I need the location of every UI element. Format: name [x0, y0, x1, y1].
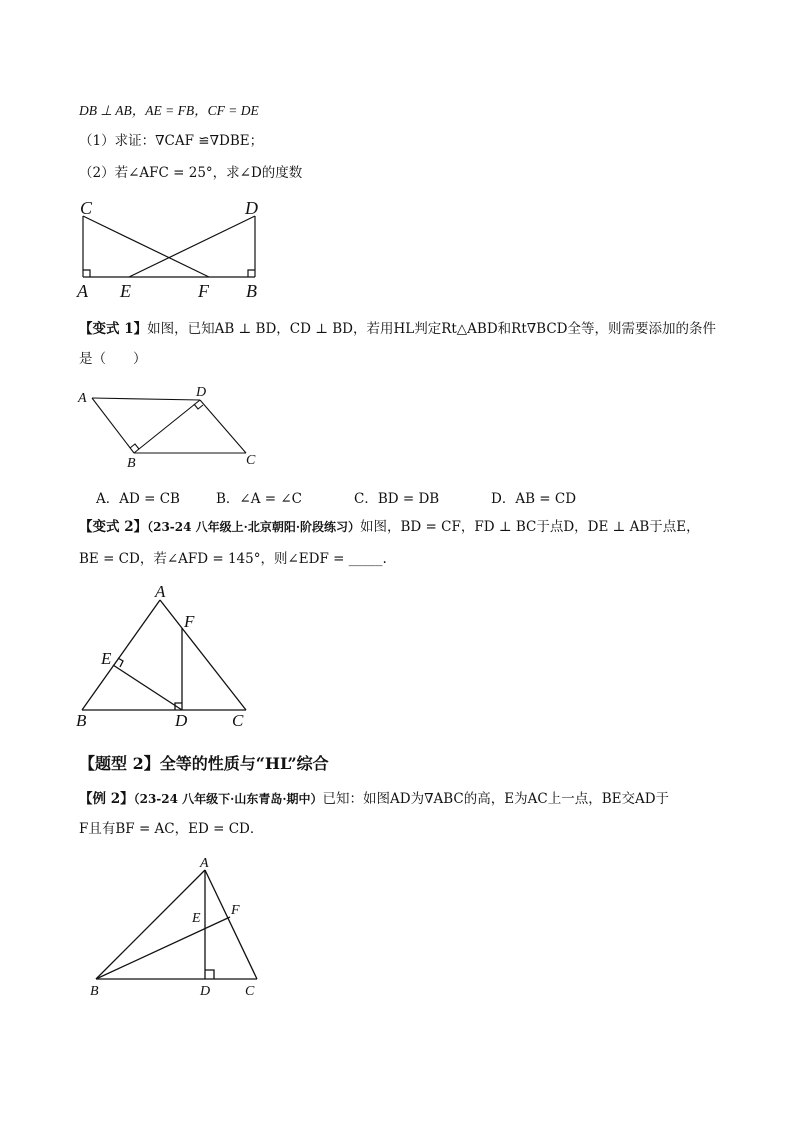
fig4-label-F: F	[231, 903, 240, 918]
fig2-label-B: B	[127, 456, 136, 471]
section-title: 【题型 2】全等的性质与“HL”综合	[79, 754, 329, 773]
fig4-label-D: D	[200, 984, 211, 999]
example2-body: 已知：如图AD为∇ABC的高，E为AC上一点，BE交AD于	[322, 791, 670, 807]
fig2-label-A: A	[78, 391, 87, 406]
fig4-label-E: E	[192, 911, 201, 926]
option-c[interactable]: C．BD = DB	[354, 491, 440, 507]
variant2-body: 如图，BD = CF，FD ⊥ BC于点D，DE ⊥ AB于点E，	[360, 519, 700, 535]
fig3-label-F: F	[184, 612, 195, 631]
fig3-label-E: E	[101, 649, 112, 668]
fig4-label-C: C	[245, 984, 255, 999]
fig3-label-B: B	[76, 711, 87, 730]
fig4-label-B: B	[90, 984, 99, 999]
variant2-label: 【变式 2】	[79, 519, 148, 535]
fig1-label-D: D	[245, 198, 258, 218]
example2-source: （23-24 八年级下·山东青岛·期中）	[133, 792, 323, 806]
option-a[interactable]: A．AD = CB	[96, 491, 180, 507]
problem1-question2: （2）若∠AFC = 25°，求∠D的度数	[79, 165, 303, 181]
variant2-text-line2: BE = CD，若∠AFD = 145°，则∠EDF = _____.	[79, 551, 387, 567]
variant2-source: （23-24 八年级上·北京朝阳·阶段练习）	[147, 520, 361, 534]
variant1-label: 【变式 1】	[79, 321, 148, 337]
fig2-label-D: D	[196, 385, 207, 400]
fig1-label-A: A	[77, 281, 88, 301]
variant1-body: 如图，已知AB ⊥ BD，CD ⊥ BD，若用HL判定Rt△ABD和Rt∇BCD全等，则需要添加的条件	[147, 321, 717, 337]
example2-label: 【例 2】	[79, 791, 134, 807]
fig1-label-C: C	[80, 198, 93, 218]
example2-text-line2: F且有BF = AC，ED = CD．	[79, 821, 264, 837]
fig2-label-C: C	[246, 453, 256, 468]
option-b[interactable]: B．∠A = ∠C	[216, 491, 303, 507]
problem1-question1: （1）求证：∇CAF ≌∇DBE；	[79, 133, 264, 149]
problem1-given: DB ⊥ AB，AE = FB，CF = DE	[79, 103, 259, 118]
variant1-text-line2: 是（ ）	[79, 351, 147, 367]
fig3-label-D: D	[175, 711, 188, 730]
fig3-label-C: C	[232, 711, 244, 730]
option-d[interactable]: D．AB = CD	[491, 491, 577, 507]
fig1-label-F: F	[198, 281, 209, 301]
fig1-label-B: B	[246, 281, 257, 301]
fig4-label-A: A	[200, 856, 209, 871]
fig3-label-A: A	[155, 582, 166, 601]
fig1-label-E: E	[120, 281, 131, 301]
